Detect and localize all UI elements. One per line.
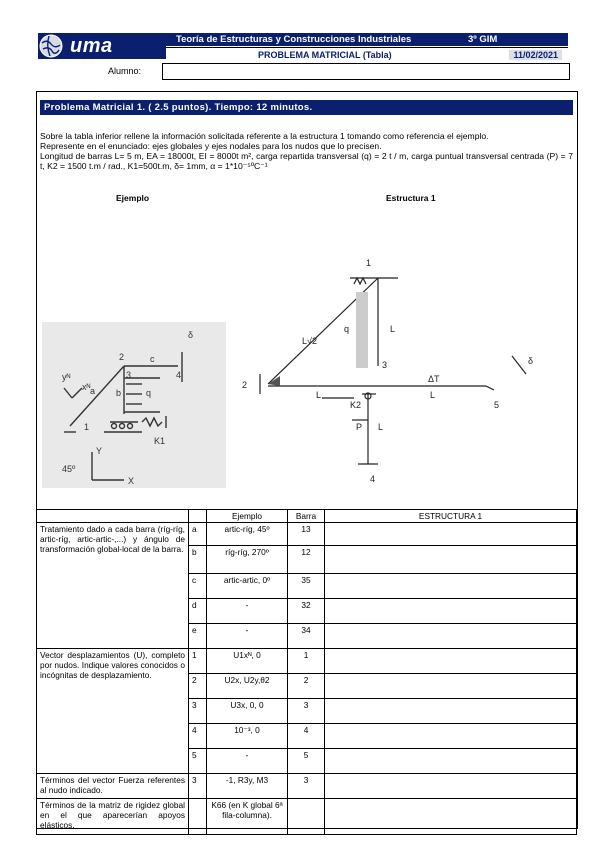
row-example: -1, R3y, M3 bbox=[207, 774, 288, 799]
alumno-field[interactable] bbox=[162, 63, 570, 80]
example-label: Ejemplo bbox=[116, 193, 150, 203]
row-key: 3 bbox=[189, 699, 207, 724]
row-example: U3x, 0, 0 bbox=[207, 699, 288, 724]
exam-date: 11/02/2021 bbox=[509, 50, 562, 60]
table-header-barra: Barra bbox=[288, 510, 325, 523]
answer-cell[interactable] bbox=[325, 749, 577, 774]
answer-table bbox=[36, 509, 577, 835]
answer-cell[interactable] bbox=[325, 649, 577, 674]
row-barra: 12 bbox=[288, 546, 325, 574]
table-row bbox=[37, 649, 577, 674]
table-header-row bbox=[37, 510, 577, 523]
st-node-2: 2 bbox=[242, 380, 248, 390]
ex-delta: δ bbox=[188, 330, 194, 340]
st-load-q: q bbox=[344, 324, 350, 334]
row-barra: 5 bbox=[288, 749, 325, 774]
ex-angle: 45º bbox=[62, 464, 76, 474]
table-header-cell bbox=[189, 510, 207, 523]
ex-bar-b: b bbox=[116, 388, 122, 398]
row-key: 4 bbox=[189, 724, 207, 749]
row-key: d bbox=[189, 599, 207, 624]
course-year: 3º GIM bbox=[468, 34, 498, 45]
answer-cell[interactable] bbox=[325, 674, 577, 699]
row-key: 3 bbox=[189, 774, 207, 799]
row-key: 2 bbox=[189, 674, 207, 699]
table-row bbox=[37, 774, 577, 799]
st-node-1: 1 bbox=[366, 258, 372, 268]
table-row bbox=[37, 523, 577, 546]
answer-cell[interactable] bbox=[325, 774, 577, 799]
row-barra: 32 bbox=[288, 599, 325, 624]
table-header-estructura: ESTRUCTURA 1 bbox=[325, 510, 577, 523]
row-barra: 34 bbox=[288, 624, 325, 649]
row-key: 5 bbox=[189, 749, 207, 774]
group3-label: Términos del vector Fuerza referentes al nudo indicado. bbox=[37, 774, 189, 799]
st-label-l-left: L bbox=[316, 390, 322, 400]
table-row bbox=[37, 799, 577, 835]
row-key: c bbox=[189, 574, 207, 599]
table-header-ejemplo: Ejemplo bbox=[207, 510, 288, 523]
answer-cell[interactable] bbox=[325, 799, 577, 835]
course-title: Teoría de Estructuras y Construcciones Industriales bbox=[176, 34, 412, 45]
row-example: artic-artic, 0º bbox=[207, 574, 288, 599]
row-barra: 3 bbox=[288, 699, 325, 724]
row-barra: 35 bbox=[288, 574, 325, 599]
logo-text: uma bbox=[70, 34, 113, 57]
row-barra bbox=[288, 799, 325, 835]
row-barra: 4 bbox=[288, 724, 325, 749]
row-barra: 3 bbox=[288, 774, 325, 799]
answer-cell[interactable] bbox=[325, 724, 577, 749]
row-example: ríg-ríg, 270º bbox=[207, 546, 288, 574]
row-example: - bbox=[207, 624, 288, 649]
ex-node-2: 2 bbox=[119, 352, 125, 362]
intro-p2: Represente en el enunciado: ejes globales y ejes nodales para los nudos que lo precisen. bbox=[40, 141, 382, 151]
problem-title: PROBLEMA MATRICIAL (Tabla) bbox=[258, 50, 392, 60]
ex-load-q: q bbox=[146, 388, 152, 398]
row-barra: 2 bbox=[288, 674, 325, 699]
st-label-l-bottom: L bbox=[378, 422, 384, 432]
st-label-dt: ΔT bbox=[428, 374, 440, 384]
row-barra: 13 bbox=[288, 523, 325, 546]
ex-node-3: 3 bbox=[126, 370, 132, 380]
row-key: e bbox=[189, 624, 207, 649]
ex-node-1: 1 bbox=[84, 422, 90, 432]
uma-logo bbox=[38, 33, 166, 59]
ex-axis-xn: xᴺ bbox=[82, 382, 91, 392]
st-node-5: 5 bbox=[494, 400, 500, 410]
row-example: artic-ríg, 45º bbox=[207, 523, 288, 546]
intro-p3: Longitud de barras L= 5 m, EA = 18000t, EI = 8000t m², carga repartida transversal (q) = 2 t / m, carga puntual transversal centrada (P) = 7 t, K2 = 1500 t.m / rad., K1=500t.m, δ= 1mm, α = 1*10⁻⁵ºC⁻¹ bbox=[40, 151, 573, 171]
group1-label: Tratamiento dado a cada barra (ríg-ríg, artic-ríg, artic-artic-,...) y ángulo de transformación global-local de la barra. bbox=[37, 523, 189, 649]
row-example: - bbox=[207, 749, 288, 774]
answer-cell[interactable] bbox=[325, 523, 577, 546]
structure-label: Estructura 1 bbox=[386, 193, 436, 203]
answer-cell[interactable] bbox=[325, 599, 577, 624]
row-example: 10⁻³, 0 bbox=[207, 724, 288, 749]
st-label-l-right: L bbox=[430, 390, 436, 400]
row-example: U2x, U2y,θ2 bbox=[207, 674, 288, 699]
answer-cell[interactable] bbox=[325, 546, 577, 574]
answer-cell[interactable] bbox=[325, 699, 577, 724]
row-key bbox=[189, 799, 207, 835]
row-barra: 1 bbox=[288, 649, 325, 674]
intro-p1: Sobre la tabla inferior rellene la información solicitada referente a la estructura 1 tomando como referencia el ejemplo. bbox=[40, 131, 489, 141]
row-key: 1 bbox=[189, 649, 207, 674]
st-label-lr2: L√2 bbox=[302, 336, 317, 346]
ex-k1: K1 bbox=[154, 436, 166, 446]
st-label-l-vert: L bbox=[390, 324, 396, 334]
problem-heading bbox=[40, 100, 573, 115]
st-label-delta: δ bbox=[528, 356, 534, 366]
st-node-4: 4 bbox=[370, 474, 376, 484]
problem-bar bbox=[166, 47, 568, 62]
problem-heading-text: Problema Matricial 1. ( 2.5 puntos). Tiempo: 12 minutos. bbox=[44, 102, 313, 113]
globe-icon bbox=[38, 33, 64, 59]
st-load-p: P bbox=[356, 422, 363, 432]
answer-cell[interactable] bbox=[325, 624, 577, 649]
ex-axis-x: X bbox=[128, 476, 135, 486]
row-key: a bbox=[189, 523, 207, 546]
ex-axis-y: Y bbox=[96, 446, 103, 456]
ex-bar-a: a bbox=[90, 386, 96, 396]
example-sketch bbox=[42, 322, 226, 488]
row-key: b bbox=[189, 546, 207, 574]
row-example: U1xᴺ, 0 bbox=[207, 649, 288, 674]
alumno-label: Alumno: bbox=[108, 66, 142, 76]
st-label-k2: K2 bbox=[350, 400, 362, 410]
row-example: K66 (en K global 6ª fila-columna). bbox=[207, 799, 288, 835]
st-node-3: 3 bbox=[382, 360, 388, 370]
group4-label: Términos de la matriz de rigidez global en el que aparecerían apoyos elásticos. bbox=[37, 799, 189, 835]
table-header-cell bbox=[37, 510, 189, 523]
ex-axis-yn: yᴺ bbox=[62, 372, 71, 382]
ex-bar-c: c bbox=[150, 354, 155, 364]
row-example: - bbox=[207, 599, 288, 624]
course-bar bbox=[166, 33, 568, 46]
answer-cell[interactable] bbox=[325, 574, 577, 599]
ex-node-4: 4 bbox=[176, 370, 182, 380]
structure-sketch bbox=[232, 248, 562, 496]
group2-label: Vector desplazamientos (U), completo por nudos. Indique valores conocidos o incógnitas de desplazamiento. bbox=[37, 649, 189, 774]
